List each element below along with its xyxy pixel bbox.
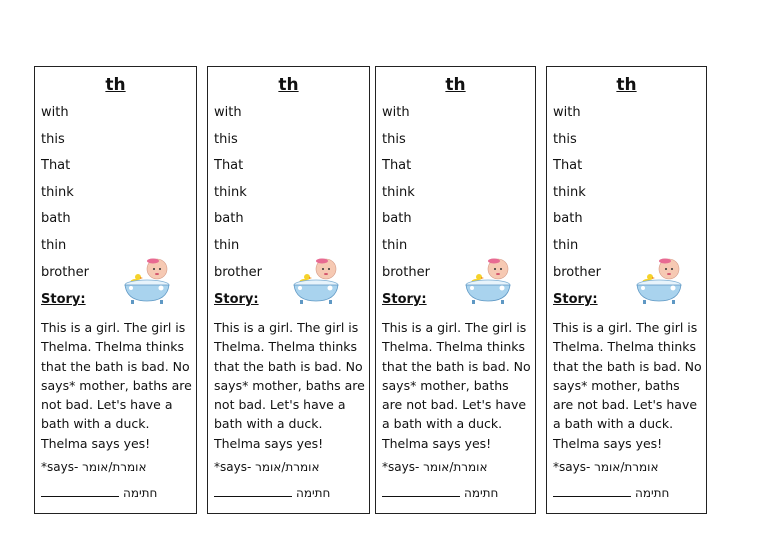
story-label: Story: bbox=[382, 292, 427, 307]
word-item: with bbox=[214, 105, 242, 120]
word-list bbox=[553, 105, 601, 291]
word-item: this bbox=[553, 131, 577, 147]
word-item: bath bbox=[553, 211, 583, 227]
says-note: *says- אומרת/אומר bbox=[382, 460, 488, 474]
baby-bath-icon bbox=[290, 257, 342, 305]
says-note: *says- אומרת/אומר bbox=[553, 460, 659, 474]
word-item: brother bbox=[382, 264, 430, 280]
word-item: thin bbox=[382, 237, 408, 253]
word-list bbox=[214, 105, 262, 291]
card-title: th bbox=[278, 75, 299, 95]
bookmark-card-3 bbox=[375, 66, 536, 514]
story-text: This is a girl. The girl is Thelma. Thelma thinks that the bath is bad. No says* mother, baths are not bad. Let's have a bath with a duck. Thelma says yes! bbox=[214, 320, 365, 451]
signature-line[interactable] bbox=[41, 485, 119, 497]
signature-label: חתימה bbox=[296, 486, 331, 500]
word-list bbox=[382, 105, 430, 291]
says-note: *says- אומרת/אומר bbox=[214, 460, 320, 474]
word-item: That bbox=[214, 158, 244, 174]
story-text: This is a girl. The girl is Thelma. Thelma thinks that the bath is bad. No says* mother, baths are not bad. Let's have a bath with a duck. Thelma says yes! bbox=[553, 320, 702, 451]
word-item: this bbox=[41, 131, 65, 147]
story-text: This is a girl. The girl is Thelma. Thelma thinks that the bath is bad. No says* mother, baths are not bad. Let's have a bath with a duck. Thelma says yes! bbox=[382, 320, 531, 451]
word-item: with bbox=[553, 105, 581, 120]
word-item: brother bbox=[553, 264, 601, 280]
word-item: think bbox=[214, 184, 247, 200]
bookmark-card-1 bbox=[34, 66, 197, 514]
story-label: Story: bbox=[553, 292, 598, 307]
word-item: That bbox=[553, 158, 583, 174]
word-item: thin bbox=[41, 237, 67, 253]
word-item: this bbox=[214, 131, 238, 147]
bookmark-card-2 bbox=[207, 66, 370, 514]
signature-row bbox=[41, 485, 157, 500]
word-item: this bbox=[382, 131, 406, 147]
word-item: thin bbox=[214, 237, 240, 253]
card-title: th bbox=[445, 75, 466, 95]
signature-line[interactable] bbox=[382, 485, 460, 497]
signature-row bbox=[382, 485, 498, 500]
bookmark-card-4 bbox=[546, 66, 707, 514]
baby-bath-icon bbox=[121, 257, 173, 305]
signature-line[interactable] bbox=[214, 485, 292, 497]
word-item: brother bbox=[41, 264, 89, 280]
says-note: *says- אומרת/אומר bbox=[41, 460, 147, 474]
signature-row bbox=[214, 485, 330, 500]
signature-label: חתימה bbox=[464, 486, 499, 500]
word-item: bath bbox=[214, 211, 244, 227]
word-item: bath bbox=[382, 211, 412, 227]
story-label: Story: bbox=[214, 292, 259, 307]
signature-line[interactable] bbox=[553, 485, 631, 497]
signature-label: חתימה bbox=[635, 486, 670, 500]
baby-bath-icon bbox=[462, 257, 514, 305]
story-label: Story: bbox=[41, 292, 86, 307]
card-title: th bbox=[105, 75, 126, 95]
word-item: think bbox=[382, 184, 415, 200]
word-item: thin bbox=[553, 237, 579, 253]
signature-row bbox=[553, 485, 669, 500]
signature-label: חתימה bbox=[123, 486, 158, 500]
word-item: think bbox=[553, 184, 586, 200]
word-item: That bbox=[41, 158, 71, 174]
card-title: th bbox=[616, 75, 637, 95]
word-item: think bbox=[41, 184, 74, 200]
word-item: with bbox=[41, 105, 69, 120]
word-item: bath bbox=[41, 211, 71, 227]
word-item: That bbox=[382, 158, 412, 174]
word-list bbox=[41, 105, 89, 291]
word-item: with bbox=[382, 105, 410, 120]
story-text: This is a girl. The girl is Thelma. Thelma thinks that the bath is bad. No says* mother, baths are not bad. Let's have a bath with a duck. Thelma says yes! bbox=[41, 320, 192, 451]
baby-bath-icon bbox=[633, 257, 685, 305]
word-item: brother bbox=[214, 264, 262, 280]
